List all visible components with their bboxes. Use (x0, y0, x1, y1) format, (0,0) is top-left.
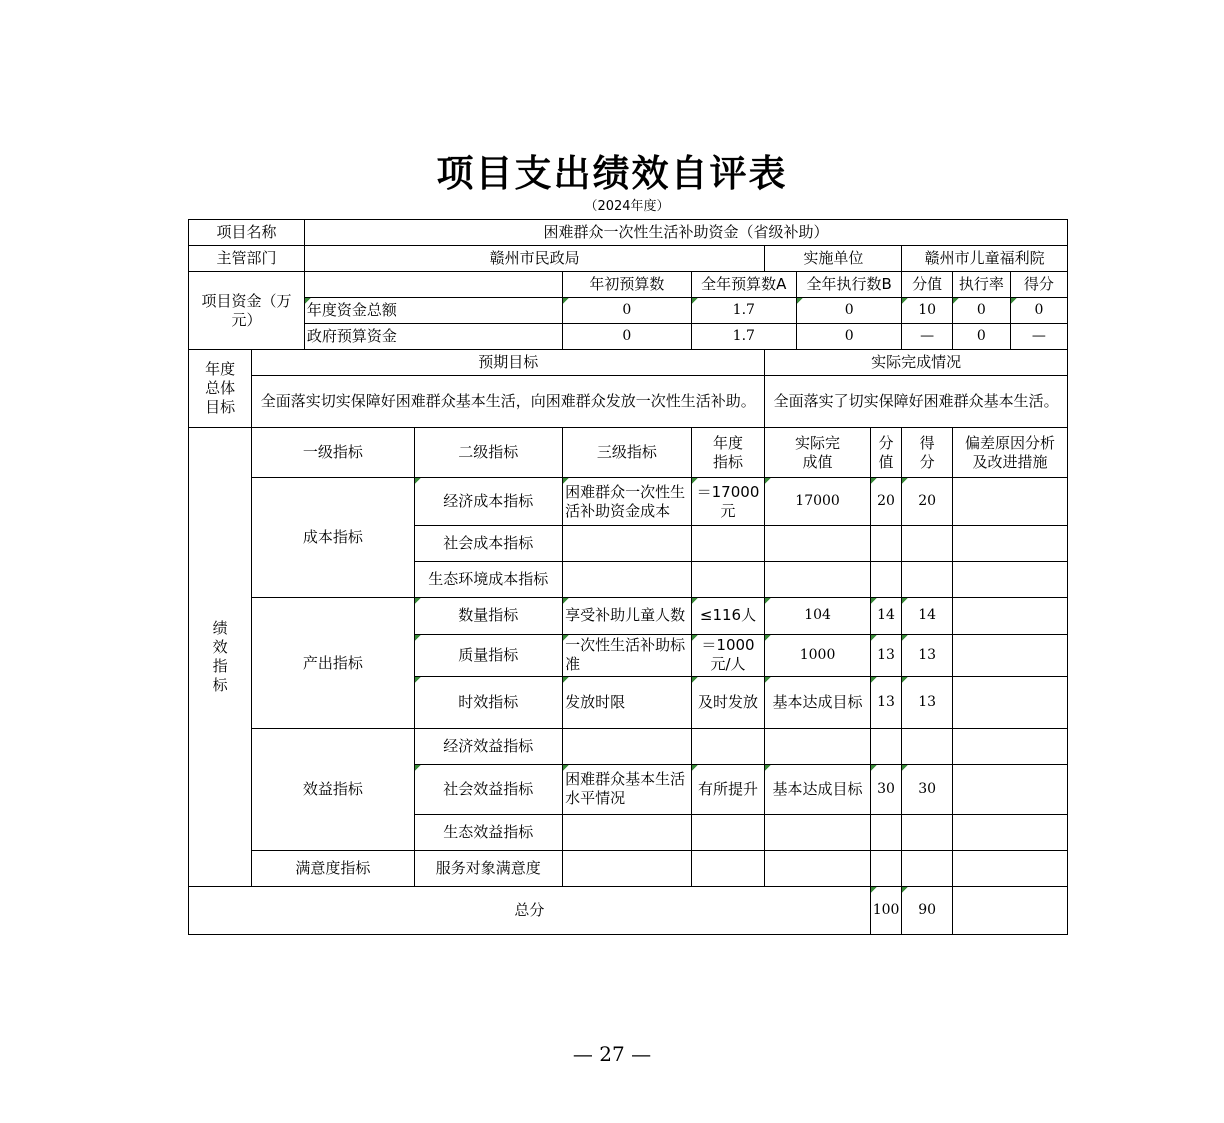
header-score: 得分 (902, 428, 953, 478)
funds-cell: 0 (952, 324, 1010, 350)
score-cell: 20 (902, 478, 953, 526)
level2-cell: 社会效益指标 (414, 764, 563, 814)
group-benefit: 效益指标 (252, 728, 414, 850)
level2-cell: 社会成本指标 (414, 526, 563, 562)
funds-cell: — (902, 324, 953, 350)
group-satisfaction: 满意度指标 (252, 850, 414, 886)
actual-cell: 104 (765, 598, 870, 634)
score-cell (902, 850, 953, 886)
note-cell (952, 478, 1067, 526)
target-cell: ＝1000元/人 (691, 634, 765, 676)
funds-cell: 10 (902, 298, 953, 324)
indicator-row (189, 728, 1068, 764)
target-cell: 有所提升 (691, 764, 765, 814)
total-score: 90 (902, 886, 953, 934)
score-cell (902, 814, 953, 850)
level2-cell: 生态效益指标 (414, 814, 563, 850)
level3-cell (563, 814, 692, 850)
actual-cell (765, 850, 870, 886)
funds-header-row (189, 272, 1068, 298)
header-level3: 三级指标 (563, 428, 692, 478)
note-cell (952, 526, 1067, 562)
weight-cell (870, 728, 902, 764)
funds-cell: 0 (796, 298, 901, 324)
funds-gov-row (189, 324, 1068, 350)
weight-cell: 13 (870, 634, 902, 676)
level3-cell (563, 850, 692, 886)
level2-cell: 经济效益指标 (414, 728, 563, 764)
target-cell: ＝17000元 (691, 478, 765, 526)
year-label: （2024年度） (584, 199, 670, 214)
funds-header-score: 得分 (1010, 272, 1067, 298)
level2-cell: 数量指标 (414, 598, 563, 634)
page-title: 项目支出绩效自评表 (436, 151, 788, 195)
goal-header-row (189, 350, 1068, 376)
score-cell: 13 (902, 634, 953, 676)
level3-cell: 发放时限 (563, 676, 692, 728)
funds-header-weight: 分值 (902, 272, 953, 298)
indicator-header-row (189, 428, 1068, 478)
project-name-row (189, 220, 1068, 246)
funds-cell: 0 (563, 298, 692, 324)
weight-cell: 14 (870, 598, 902, 634)
funds-cell: 0 (796, 324, 901, 350)
funds-total-row (189, 298, 1068, 324)
score-cell (902, 526, 953, 562)
funds-header-executed: 全年执行数B (796, 272, 901, 298)
impl-unit-label: 实施单位 (765, 246, 902, 272)
level3-cell (563, 526, 692, 562)
header-deviation: 偏差原因分析及改进措施 (952, 428, 1067, 478)
target-cell (691, 850, 765, 886)
page-number: — 27 — (572, 1042, 652, 1066)
goal-expected-header: 预期目标 (252, 350, 765, 376)
funds-cell: 1.7 (691, 324, 796, 350)
actual-cell (765, 728, 870, 764)
target-cell: 及时发放 (691, 676, 765, 728)
note-cell (952, 850, 1067, 886)
project-name-value: 困难群众一次性生活补助资金（省级补助） (304, 220, 1067, 246)
funds-cell: 0 (563, 324, 692, 350)
funds-label: 项目资金（万元） (189, 272, 305, 350)
dept-value: 赣州市民政局 (304, 246, 764, 272)
group-output: 产出指标 (252, 598, 414, 728)
header-actual-value: 实际完成值 (765, 428, 870, 478)
score-cell (902, 562, 953, 598)
total-row (189, 886, 1068, 934)
goal-expected: 全面落实切实保障好困难群众基本生活，向困难群众发放一次性生活补助。 (252, 376, 765, 428)
level2-cell: 时效指标 (414, 676, 563, 728)
actual-cell: 基本达成目标 (765, 764, 870, 814)
indicator-row (189, 478, 1068, 526)
funds-header-initial: 年初预算数 (563, 272, 692, 298)
funds-row-name: 年度资金总额 (304, 298, 562, 324)
header-weight: 分值 (870, 428, 902, 478)
level2-cell: 质量指标 (414, 634, 563, 676)
weight-cell (870, 814, 902, 850)
level3-cell (563, 728, 692, 764)
weight-cell: 30 (870, 764, 902, 814)
funds-row-name: 政府预算资金 (304, 324, 562, 350)
actual-cell: 17000 (765, 478, 870, 526)
weight-cell (870, 850, 902, 886)
note-cell (952, 764, 1067, 814)
indicators-label: 绩效指标 (189, 428, 252, 887)
note-cell (952, 676, 1067, 728)
goal-label: 年度总体目标 (189, 350, 252, 428)
funds-cell: 0 (952, 298, 1010, 324)
level2-cell: 生态环境成本指标 (414, 562, 563, 598)
indicator-row (189, 598, 1068, 634)
score-cell: 13 (902, 676, 953, 728)
score-cell: 14 (902, 598, 953, 634)
score-cell: 30 (902, 764, 953, 814)
weight-cell: 13 (870, 676, 902, 728)
funds-header-annual: 全年预算数A (691, 272, 796, 298)
note-cell (952, 598, 1067, 634)
target-cell (691, 562, 765, 598)
impl-unit-value: 赣州市儿童福利院 (902, 246, 1068, 272)
indicator-row (189, 850, 1068, 886)
total-label: 总分 (189, 886, 871, 934)
goal-actual: 全面落实了切实保障好困难群众基本生活。 (765, 376, 1068, 428)
note-cell (952, 634, 1067, 676)
score-cell (902, 728, 953, 764)
funds-cell: — (1010, 324, 1067, 350)
level2-cell: 经济成本指标 (414, 478, 563, 526)
actual-cell: 1000 (765, 634, 870, 676)
target-cell (691, 526, 765, 562)
total-weight: 100 (870, 886, 902, 934)
department-row (189, 246, 1068, 272)
level3-cell (563, 562, 692, 598)
note-cell (952, 814, 1067, 850)
performance-table (188, 219, 1068, 935)
actual-cell (765, 526, 870, 562)
funds-cell: 1.7 (691, 298, 796, 324)
note-cell (952, 728, 1067, 764)
weight-cell (870, 526, 902, 562)
note-cell (952, 562, 1067, 598)
project-name-label: 项目名称 (189, 220, 305, 246)
goal-actual-header: 实际完成情况 (765, 350, 1068, 376)
level3-cell: 享受补助儿童人数 (563, 598, 692, 634)
weight-cell: 20 (870, 478, 902, 526)
funds-cell: 0 (1010, 298, 1067, 324)
level2-cell: 服务对象满意度 (414, 850, 563, 886)
target-cell (691, 814, 765, 850)
goal-content-row (189, 376, 1068, 428)
group-cost: 成本指标 (252, 478, 414, 598)
target-cell (691, 728, 765, 764)
header-level1: 一级指标 (252, 428, 414, 478)
header-level2: 二级指标 (414, 428, 563, 478)
weight-cell (870, 562, 902, 598)
total-note (952, 886, 1067, 934)
level3-cell: 困难群众基本生活水平情况 (563, 764, 692, 814)
actual-cell (765, 814, 870, 850)
funds-header-blank (304, 272, 562, 298)
header-annual-target: 年度指标 (691, 428, 765, 478)
actual-cell (765, 562, 870, 598)
level3-cell: 困难群众一次性生活补助资金成本 (563, 478, 692, 526)
actual-cell: 基本达成目标 (765, 676, 870, 728)
target-cell: ≤116人 (691, 598, 765, 634)
dept-label: 主管部门 (189, 246, 305, 272)
funds-header-rate: 执行率 (952, 272, 1010, 298)
level3-cell: 一次性生活补助标准 (563, 634, 692, 676)
